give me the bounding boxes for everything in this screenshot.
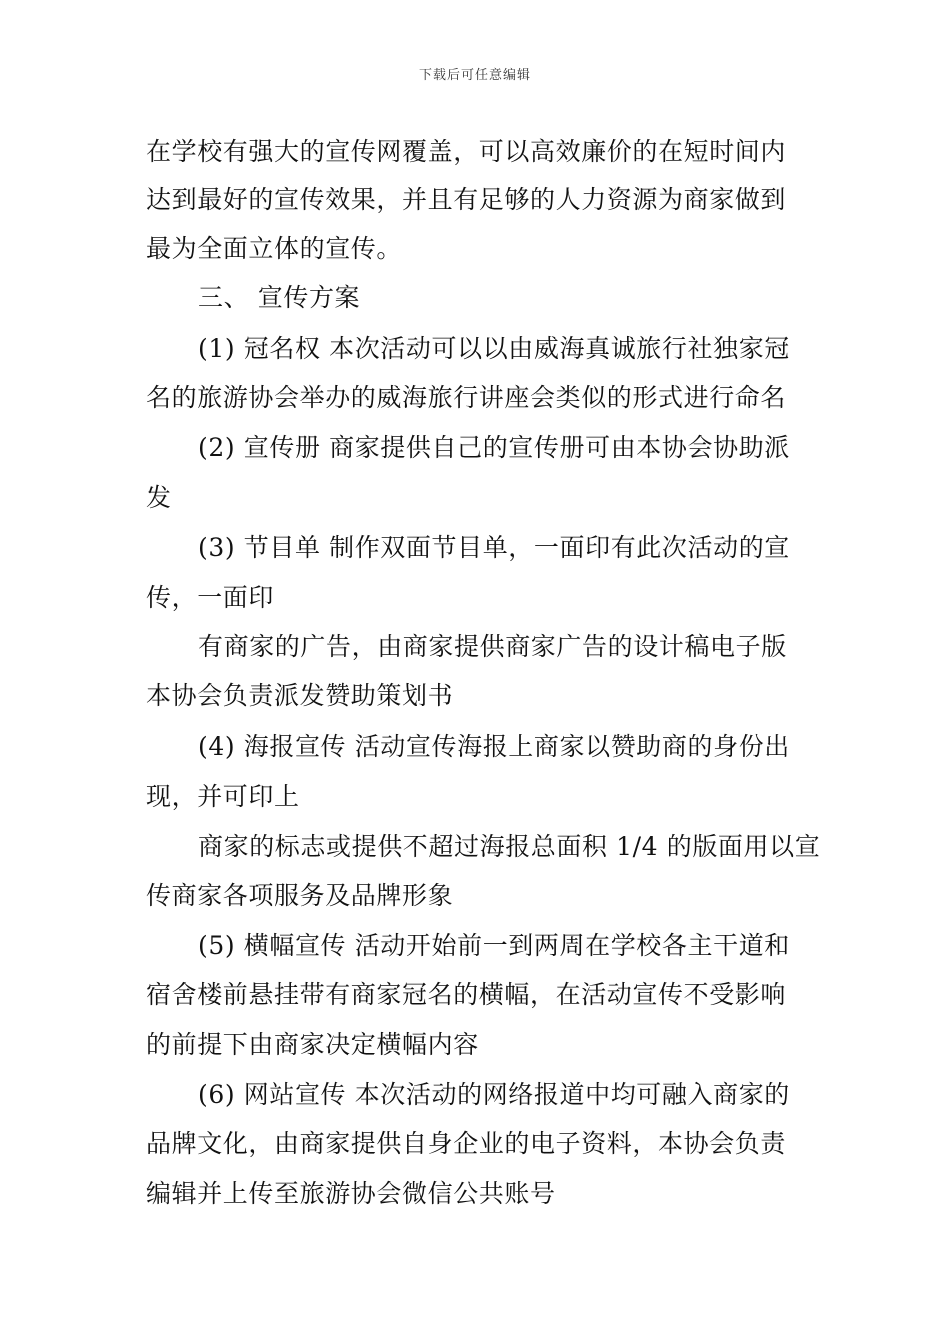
body-line: 编辑并上传至旅游协会微信公共账号 — [146, 1179, 556, 1208]
body-line: 品牌文化，由商家提供自身企业的电子资料，本协会负责 — [146, 1129, 787, 1158]
body-line: 最为全面立体的宣传。 — [146, 234, 403, 263]
body-line: (5) 横幅宣传 活动开始前一到两周在学校各主干道和 — [198, 931, 790, 960]
body-line: 在学校有强大的宣传网覆盖，可以高效廉价的在短时间内 — [146, 137, 787, 166]
body-line: (6) 网站宣传 本次活动的网络报道中均可融入商家的 — [198, 1080, 790, 1109]
body-line: 宿舍楼前悬挂带有商家冠名的横幅，在活动宣传不受影响 — [146, 980, 787, 1009]
body-line: (4) 海报宣传 活动宣传海报上商家以赞助商的身份出 — [198, 732, 790, 761]
body-line: 的前提下由商家决定横幅内容 — [146, 1030, 479, 1059]
body-line: 传商家各项服务及品牌形象 — [146, 881, 454, 910]
body-line: (1) 冠名权 本次活动可以以由威海真诚旅行社独家冠 — [198, 334, 790, 363]
page-header: 下载后可任意编辑 — [418, 68, 531, 83]
body-line: 现，并可印上 — [146, 782, 300, 811]
body-line: (3) 节目单 制作双面节目单，一面印有此次活动的宣 — [198, 533, 790, 562]
body-line: 发 — [146, 483, 172, 512]
body-line: 有商家的广告，由商家提供商家广告的设计稿电子版 — [198, 632, 787, 661]
body-line: 名的旅游协会举办的威海旅行讲座会类似的形式进行命名 — [146, 383, 787, 412]
body-line: (2) 宣传册 商家提供自己的宣传册可由本协会协助派 — [198, 433, 790, 462]
body-line: 本协会负责派发赞助策划书 — [146, 681, 454, 710]
body-line: 达到最好的宣传效果，并且有足够的人力资源为商家做到 — [146, 185, 787, 214]
section-heading: 三、 宣传方案 — [198, 283, 361, 312]
body-line: 传，一面印 — [146, 583, 275, 612]
body-line: 商家的标志或提供不超过海报总面积 1/4 的版面用以宣 — [198, 832, 821, 861]
